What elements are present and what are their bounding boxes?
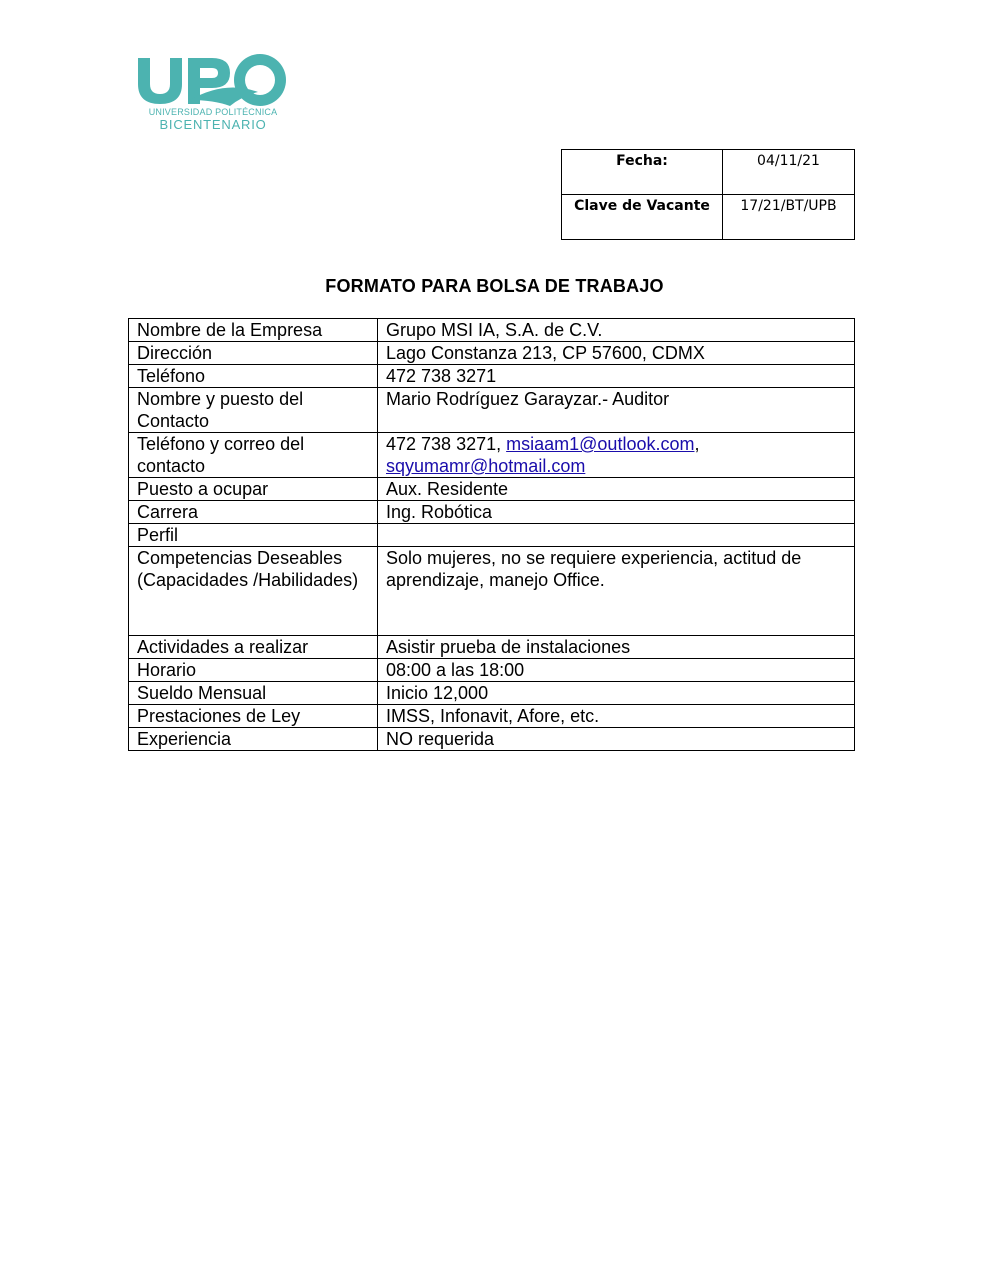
row-value: Inicio 12,000 [378, 682, 855, 705]
table-row [129, 365, 855, 388]
logo-line2: BICENTENARIO [159, 117, 267, 132]
table-row [129, 342, 855, 365]
row-value: 472 738 3271 [378, 365, 855, 388]
table-row [129, 524, 855, 547]
row-value: Mario Rodríguez Garayzar.- Auditor [378, 388, 855, 433]
row-value: Asistir prueba de instalaciones [378, 636, 855, 659]
row-label: Carrera [129, 501, 378, 524]
contact-phone: 472 738 3271, [386, 434, 507, 454]
table-row [129, 547, 855, 636]
table-row [129, 728, 855, 751]
row-value: Ing. Robótica [378, 501, 855, 524]
fecha-row [562, 150, 855, 195]
email-separator: , [694, 434, 700, 454]
row-label: Teléfono y correo del contacto [129, 433, 378, 478]
row-value: Solo mujeres, no se requiere experiencia, actitud de aprendizaje, manejo Office. [378, 547, 855, 636]
logo-line1: UNIVERSIDAD POLITÉCNICA [148, 107, 278, 117]
document-title: FORMATO PARA BOLSA DE TRABAJO [325, 276, 664, 296]
row-label: Puesto a ocupar [129, 478, 378, 501]
row-label: Actividades a realizar [129, 636, 378, 659]
upb-logo-icon [130, 50, 300, 110]
fecha-value: 04/11/21 [723, 150, 855, 195]
row-value: IMSS, Infonavit, Afore, etc. [378, 705, 855, 728]
email-link-hotmail[interactable]: sqyumamr@hotmail.com [386, 456, 586, 476]
job-details-table [128, 318, 855, 751]
row-value [378, 524, 855, 547]
table-row [129, 319, 855, 342]
row-label: Nombre y puesto del Contacto [129, 388, 378, 433]
row-label: Experiencia [129, 728, 378, 751]
row-label: Teléfono [129, 365, 378, 388]
email-link-outlook[interactable]: msiaam1@outlook.com [506, 434, 695, 454]
row-value: 08:00 a las 18:00 [378, 659, 855, 682]
table-row [129, 682, 855, 705]
row-label: Competencias Deseables (Capacidades /Habilidades) [129, 547, 378, 636]
row-value: Aux. Residente [378, 478, 855, 501]
table-row [129, 705, 855, 728]
clave-value: 17/21/BT/UPB [723, 195, 855, 240]
row-label: Nombre de la Empresa [129, 319, 378, 342]
row-label: Perfil [129, 524, 378, 547]
row-value: Grupo MSI IA, S.A. de C.V. [378, 319, 855, 342]
fecha-label: Fecha: [562, 150, 723, 195]
row-value [378, 433, 855, 478]
row-label: Prestaciones de Ley [129, 705, 378, 728]
row-label: Sueldo Mensual [129, 682, 378, 705]
table-row [129, 433, 855, 478]
table-row [129, 388, 855, 433]
table-row [129, 659, 855, 682]
table-row [129, 478, 855, 501]
table-row [129, 636, 855, 659]
vacancy-meta-table [561, 149, 855, 240]
row-label: Dirección [129, 342, 378, 365]
row-label: Horario [129, 659, 378, 682]
row-value: NO requerida [378, 728, 855, 751]
table-row [129, 501, 855, 524]
clave-row [562, 195, 855, 240]
clave-label: Clave de Vacante [562, 195, 723, 240]
row-value: Lago Constanza 213, CP 57600, CDMX [378, 342, 855, 365]
